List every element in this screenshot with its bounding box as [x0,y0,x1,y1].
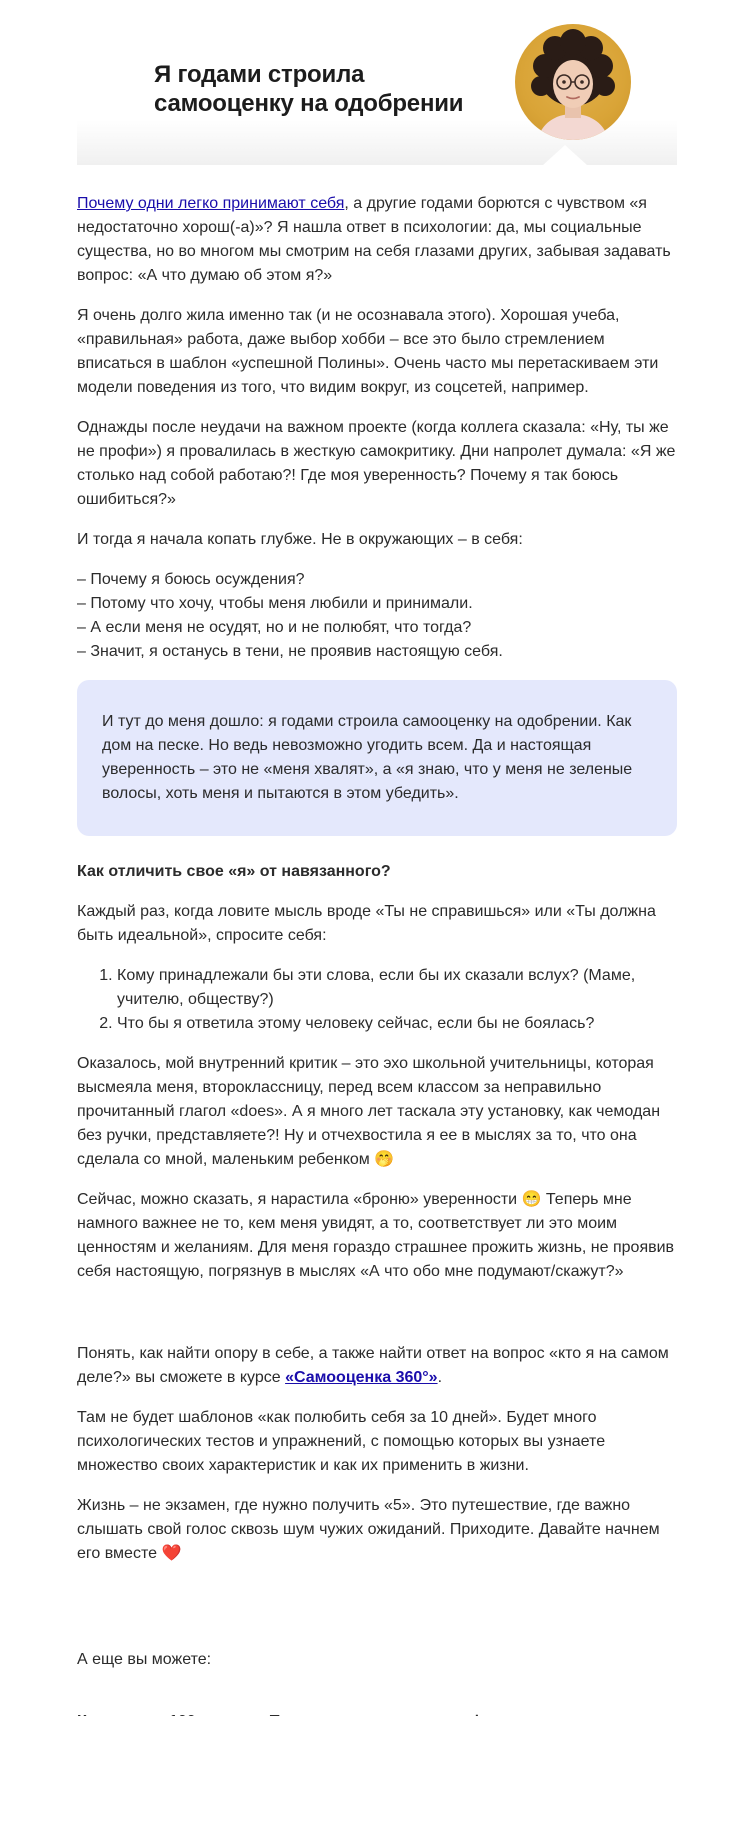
list-item: 1. Кому принадлежали бы эти слова, если бы их сказали вслух? (Маме, учителю, обществу?) [117,964,677,1012]
author-portrait-icon [515,24,631,140]
header-banner [77,0,677,165]
article-link[interactable]: Почему одни легко принимают себя [77,195,345,212]
paragraph-intro [77,192,677,288]
paragraph-2: Я очень долго жила именно так (и не осознавала этого). Хорошая учеба, «правильная» работа, даже выбор хобби – все это было стремлением вписаться в шаблон «успешной Полины». Очень часто мы перетаскиваем эти модели поведения из того, что видим вокруг, из соцсетей, например. [77,307,659,396]
banner-title-line1: Я годами строила [154,61,365,88]
paragraph-11: А еще вы можете: [77,1651,212,1668]
banner-notch [543,145,587,165]
dialog-line: – Потому что хочу, чтобы меня любили и принимали. [77,595,473,612]
paragraph-7: Сейчас, можно сказать, я нарастила «броню» уверенности 😁 Теперь мне намного важнее не то, кем меня увидят, а то, соответствует ли это моим ценностям и желаниям. Для меня гораздо страшнее прожить жизнь, не проявив себя настоящую, погрязнув в мыслях «А что обо мне подумают/скажут?» [77,1191,675,1280]
paragraph-3: Однажды после неудачи на важном проекте (когда коллега сказала: «Ну, ты же не профи») я провалилась в жесткую самокритику. Дни напролет думала: «Я же столько над собой работаю?! Где моя уверенность? Почему я так боюсь ошибиться?» [77,419,676,508]
questions-list [77,964,677,1036]
spacer [77,1300,677,1342]
callout-box [77,680,677,836]
list-item: 2. Что бы я ответила этому человеку сейчас, если бы не боялась? [117,1012,677,1036]
paragraph-4: И тогда я начала копать глубже. Не в окружающих – в себя: [77,531,523,548]
paragraph-8-end: . [437,1369,443,1386]
paragraph-intro-text: , а другие годами борются с чувством «я недостаточно хорош(-а)»? Я нашла ответ в психологии: да, мы социальные существа, но во многом мы смотрим на себя глазами других, забывая задавать вопрос: «А что думаю об этом я?» [77,195,671,284]
dialog-block [77,568,677,664]
author-avatar [515,24,631,140]
email-container [77,0,677,1722]
banner-title [154,60,494,118]
cut-off-links [77,1696,677,1722]
banner-title-line2: самооценку на одобрении [154,90,464,117]
paragraph-5: Каждый раз, когда ловите мысль вроде «Ты не справишься» или «Ты должна быть идеальной», спросите себя: [77,903,656,944]
section-heading: Как отличить свое «я» от навязанного? [77,863,391,880]
dialog-line: – Значит, я останусь в тени, не проявив настоящую себя. [77,643,503,660]
cut-off-mask [77,1716,677,1722]
paragraph-6: Оказалось, мой внутренний критик – это эхо школьной учительницы, которая высмеяла меня, второклассницу, перед всем классом за неправильно прочитанный глагол «does». А я много лет таскала эту установку, как чемодан без ручки, представляете?! Ну и отчехвостила я ее в мыслях за то, что она сделала со мной, маленьким ребенком 🤭 [77,1055,661,1168]
article-body [77,165,677,1722]
paragraph-8 [77,1342,677,1390]
paragraph-10: Жизнь – не экзамен, где нужно получить «5». Это путешествие, где важно слышать свой голос сквозь шум чужих ожиданий. Приходите. Давайте начнем его вместе ❤️ [77,1497,660,1562]
spacer [77,1582,677,1648]
dialog-line: – А если меня не осудят, но и не полюбят, что тогда? [77,619,472,636]
dialog-line: – Почему я боюсь осуждения? [77,571,305,588]
course-link[interactable]: «Самооценка 360°» [285,1369,438,1386]
callout-text: И тут до меня дошло: я годами строила самооценку на одобрении. Как дом на песке. Но ведь невозможно угодить всем. Да и настоящая уверенность – это не «меня хвалят», а «я знаю, что у меня не зеленые волосы, хоть меня и пытаются в этом убедить». [102,713,633,802]
paragraph-9: Там не будет шаблонов «как полюбить себя за 10 дней». Будет много психологических тестов и упражнений, с помощью которых вы узнаете множество своих характеристик и как их применить в жизни. [77,1409,606,1474]
paragraph-8-text: Понять, как найти опору в себе, а также найти ответ на вопрос «кто я на самом деле?» вы сможете в курсе [77,1345,669,1386]
